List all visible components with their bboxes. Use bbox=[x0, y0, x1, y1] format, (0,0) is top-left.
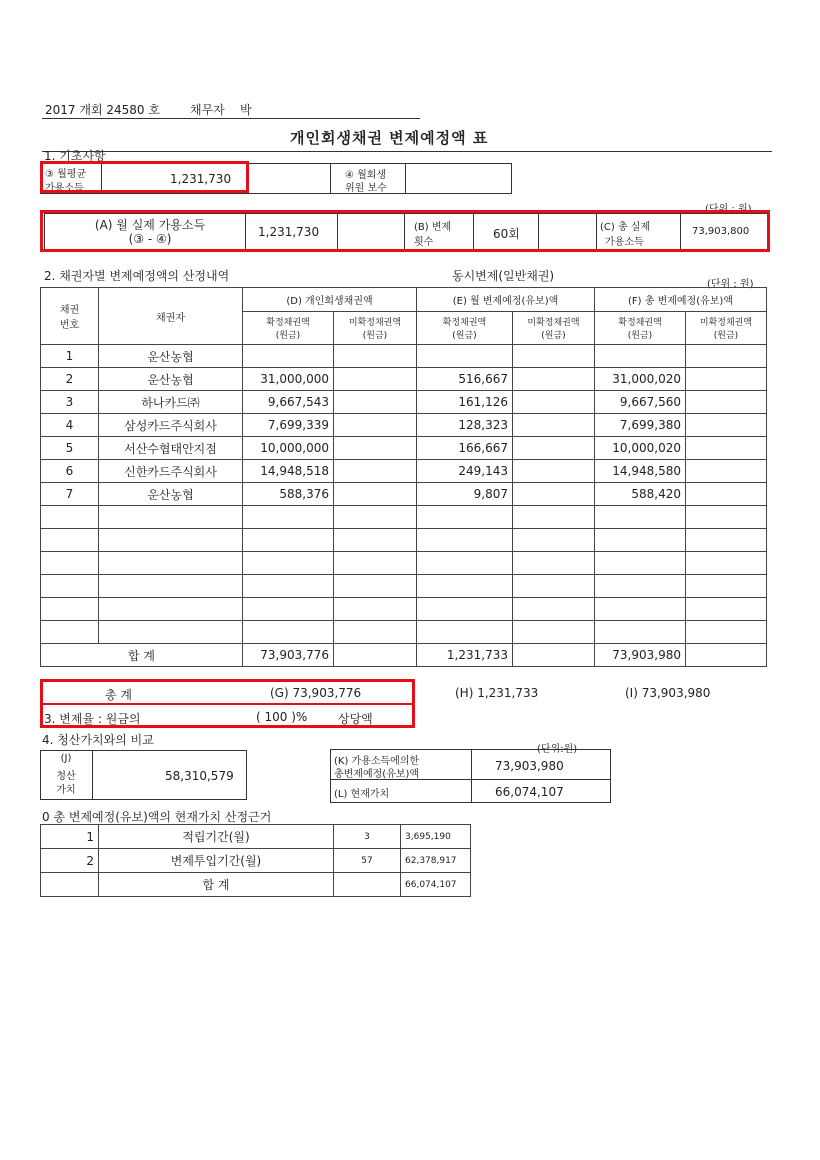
k-value: 73,903,980 bbox=[495, 759, 564, 773]
section4-unit: (단위:원) bbox=[537, 744, 578, 755]
creditor-name: 운산농협 bbox=[99, 483, 243, 506]
amount-e1: 249,143 bbox=[417, 460, 513, 483]
creditor-no: 6 bbox=[41, 460, 99, 483]
amount-e1: 166,667 bbox=[417, 437, 513, 460]
amount-f2 bbox=[686, 483, 767, 506]
amount-e1 bbox=[417, 345, 513, 368]
amount-f1 bbox=[595, 345, 686, 368]
highlight-avg-income bbox=[40, 161, 249, 193]
k-label: (K) 가용소득에의한 bbox=[334, 756, 420, 767]
amount-f1: 588,420 bbox=[595, 483, 686, 506]
unit-label: (단위 : 원) bbox=[705, 204, 752, 215]
l-value: 66,074,107 bbox=[495, 785, 564, 799]
creditor-no: 1 bbox=[41, 345, 99, 368]
j-label: (J) bbox=[60, 753, 72, 764]
amount-d2 bbox=[334, 460, 417, 483]
table-row bbox=[41, 621, 767, 644]
amount-d2 bbox=[334, 483, 417, 506]
a-value: 1,231,730 bbox=[258, 225, 320, 239]
amount-f2 bbox=[686, 368, 767, 391]
creditor-table: 채권 번호 채권자 (D) 개인회생채권액 (E) 월 변제예정(유보)액 (F) 총 변제예정(유보)액 확정채권액 (원금) 미확정채권액 (원금) 확정채권액 (원금) 미확정채권액 (원금) 확정채권액 (원금) 미확정채권액 (원금) 1 운산농협 2 운산농협 31,000,000 516,667 31,000,020 3 하나카드㈜ 9,667,543 161,126 9,667,560 4 삼성카드주식회사 7,699,339 128,323 7,699,380 5 서산수협태안지점 10,000,000 166,667 10,000,020 6 신한카드주식회사 14,948,518 249,143 14,948,580 7 운산농협 588,376 9,807 588,420 합 계 73,903,776 1,231,733 73,903,980 bbox=[40, 287, 767, 667]
creditor-name: 운산농협 bbox=[99, 368, 243, 391]
creditor-no: 3 bbox=[41, 391, 99, 414]
amount-f1: 10,000,020 bbox=[595, 437, 686, 460]
l-label: (L) 현재가치 bbox=[334, 789, 390, 800]
table-row bbox=[41, 506, 767, 529]
col-e-header: (E) 월 변제예정(유보)액 bbox=[417, 288, 595, 312]
total-h: (H) 1,231,733 bbox=[455, 686, 539, 700]
amount-d1 bbox=[243, 345, 334, 368]
table-row bbox=[41, 414, 767, 437]
pv-label: 적립기간(월) bbox=[99, 825, 334, 849]
amount-e2 bbox=[513, 437, 595, 460]
amount-e2 bbox=[513, 483, 595, 506]
sum-row: 합 계 73,903,776 1,231,733 73,903,980 bbox=[41, 644, 767, 667]
amount-e2 bbox=[513, 414, 595, 437]
creditor-name: 신한카드주식회사 bbox=[99, 460, 243, 483]
document-page: 2017 개회 24580 호 채무자 박 개인회생채권 변제예정액 표 1. 기초사항 ③ 월평균 가용소득 1,231,730 ④ 월회생 위원 보수 (단위 : 원) (A) 월 실제 가용소득 (③ - ④) 1,231,730 (B) 변제 횟수 60회 (C) 총 실제 가용소득 73,903,800 2. 채권자별 변제예정액의 산정내역 동시변제(일반채권) (단위 : 원) 채권 번호 채권자 (D) 개인회생채권액 (E) 월 변제예정(유보)액 (F) 총 변제예정(유보)액 확정채권액 (원금) 미확정채권액 (원금) 확정채권액 (원금) 미확정채권액 (원금) 확정채권액 (원금) 미확정채권액 (원금) 1 운산농협 2 운산농협 31,000,000 516,667 31,000,020 3 하나카드㈜ 9,667,543 161,126 9,667,560 4 삼성카드주식회사 7,699,339 128,323 7,699,380 5 서산수협태안지점 10,000,000 166,667 10,000,020 6 신한카드주식회사 14,948,518 249,143 14,948,580 7 운산농협 588,376 9,807 588,420 합 계 73,903,776 1,231,733 73,903,980 총 계 (G) 73,903,776 (H) 1,231,733 (I) 73,903,980 3. 변제율 : 원금의 ( 100 )% 상당액 4. 청산가치와의 비교 (단위:원) (J) 청산 가치 58,310,579 (K) 가용소득에의한 총변제예정(유보)액 73,903,980 (L) 현재가치 66,074,107 0 총 변제예정(유보)액의 현재가치 산정근거 1 적립기간(월) 3 3,695,190 2 변제투입기간(월) 57 62,378,917 합 계 66,074,107 bbox=[0, 0, 820, 1160]
b-label: (B) 변제 bbox=[414, 222, 452, 233]
creditor-name: 삼성카드주식회사 bbox=[99, 414, 243, 437]
amount-e2 bbox=[513, 345, 595, 368]
section2-unit: (단위 : 원) bbox=[707, 279, 754, 290]
j-value: 58,310,579 bbox=[165, 769, 234, 783]
title-rule bbox=[42, 151, 772, 152]
table-row bbox=[41, 529, 767, 552]
creditor-name: 하나카드㈜ bbox=[99, 391, 243, 414]
table-row bbox=[41, 368, 767, 391]
amount-e1: 516,667 bbox=[417, 368, 513, 391]
pv-sum-row: 합 계 66,074,107 bbox=[41, 873, 471, 897]
amount-d2 bbox=[334, 414, 417, 437]
amount-d2 bbox=[334, 368, 417, 391]
section5-heading: 0 총 변제예정(유보)액의 현재가치 산정근거 bbox=[42, 810, 272, 824]
page-title: 개인회생채권 변제예정액 표 bbox=[290, 129, 489, 147]
present-value-table bbox=[40, 824, 471, 897]
amount-f1: 14,948,580 bbox=[595, 460, 686, 483]
c-value: 73,903,800 bbox=[692, 226, 750, 237]
amount-f1: 9,667,560 bbox=[595, 391, 686, 414]
pv-no: 1 bbox=[41, 825, 99, 849]
col-no-header: 채권 번호 bbox=[41, 288, 99, 345]
pv-label: 변제투입기간(월) bbox=[99, 849, 334, 873]
table-row bbox=[41, 598, 767, 621]
table-row bbox=[41, 345, 767, 368]
creditor-name: 서산수협태안지점 bbox=[99, 437, 243, 460]
amount-d1: 14,948,518 bbox=[243, 460, 334, 483]
total-i: (I) 73,903,980 bbox=[625, 686, 711, 700]
section2-heading: 2. 채권자별 변제예정액의 산정내역 bbox=[44, 269, 230, 283]
b-value: 60회 bbox=[493, 227, 520, 241]
creditor-no: 4 bbox=[41, 414, 99, 437]
amount-e2 bbox=[513, 460, 595, 483]
amount-e2 bbox=[513, 368, 595, 391]
section2-subheading: 동시변제(일반채권) bbox=[452, 269, 555, 283]
col-creditor-header: 채권자 bbox=[99, 288, 243, 345]
amount-d2 bbox=[334, 345, 417, 368]
amount-d1: 7,699,339 bbox=[243, 414, 334, 437]
repayment-rate-label: 3. 변제율 : 원금의 bbox=[44, 712, 141, 726]
table-row bbox=[41, 483, 767, 506]
pv-sum-value: 66,074,107 bbox=[401, 873, 471, 897]
amount-e1: 9,807 bbox=[417, 483, 513, 506]
amount-d1: 588,376 bbox=[243, 483, 334, 506]
amount-d2 bbox=[334, 391, 417, 414]
total-label: 총 계 bbox=[105, 688, 132, 702]
amount-d2 bbox=[334, 437, 417, 460]
creditor-no: 5 bbox=[41, 437, 99, 460]
amount-e1: 161,126 bbox=[417, 391, 513, 414]
sum-e1: 1,231,733 bbox=[417, 644, 513, 667]
pv-row bbox=[41, 849, 471, 873]
a-label: (A) 월 실제 가용소득 bbox=[94, 218, 206, 232]
col-f-header: (F) 총 변제예정(유보)액 bbox=[595, 288, 767, 312]
section4-heading: 4. 청산가치와의 비교 bbox=[42, 733, 154, 747]
sum-d1: 73,903,776 bbox=[243, 644, 334, 667]
pv-value: 3,695,190 bbox=[401, 825, 471, 849]
amount-e1: 128,323 bbox=[417, 414, 513, 437]
avg-income-value: 1,231,730 bbox=[170, 172, 232, 186]
amount-f2 bbox=[686, 437, 767, 460]
pv-row bbox=[41, 825, 471, 849]
repayment-rate-value: ( 100 )% bbox=[256, 710, 308, 724]
pv-months: 3 bbox=[334, 825, 401, 849]
sum-f1: 73,903,980 bbox=[595, 644, 686, 667]
amount-f2 bbox=[686, 391, 767, 414]
total-g: (G) 73,903,776 bbox=[270, 686, 362, 700]
amount-f2 bbox=[686, 460, 767, 483]
table-row bbox=[41, 460, 767, 483]
pv-months: 57 bbox=[334, 849, 401, 873]
table-row bbox=[41, 552, 767, 575]
pv-value: 62,378,917 bbox=[401, 849, 471, 873]
trustee-fee-label: ④ 월회생 bbox=[345, 170, 387, 181]
amount-d1: 9,667,543 bbox=[243, 391, 334, 414]
creditor-no: 7 bbox=[41, 483, 99, 506]
debtor-label: 채무자 bbox=[190, 103, 225, 117]
pv-no: 2 bbox=[41, 849, 99, 873]
table-row bbox=[41, 391, 767, 414]
amount-d1: 31,000,000 bbox=[243, 368, 334, 391]
creditor-name: 운산농협 bbox=[99, 345, 243, 368]
repayment-rate-suffix: 상당액 bbox=[338, 712, 373, 726]
table-row bbox=[41, 575, 767, 598]
amount-f2 bbox=[686, 345, 767, 368]
amount-e2 bbox=[513, 391, 595, 414]
avg-income-label: ③ 월평균 bbox=[45, 169, 87, 180]
amount-f2 bbox=[686, 414, 767, 437]
c-label: (C) 총 실제 bbox=[600, 222, 651, 233]
table-row bbox=[41, 437, 767, 460]
section1-heading: 1. 기초사항 bbox=[44, 149, 106, 163]
debtor-name: 박 bbox=[240, 103, 252, 117]
amount-f1: 31,000,020 bbox=[595, 368, 686, 391]
highlight-income-summary bbox=[40, 210, 770, 252]
case-number: 2017 개회 24580 호 bbox=[45, 103, 160, 117]
col-d-header: (D) 개인회생채권액 bbox=[243, 288, 417, 312]
creditor-no: 2 bbox=[41, 368, 99, 391]
amount-f1: 7,699,380 bbox=[595, 414, 686, 437]
header-rule bbox=[42, 118, 420, 119]
amount-d1: 10,000,000 bbox=[243, 437, 334, 460]
